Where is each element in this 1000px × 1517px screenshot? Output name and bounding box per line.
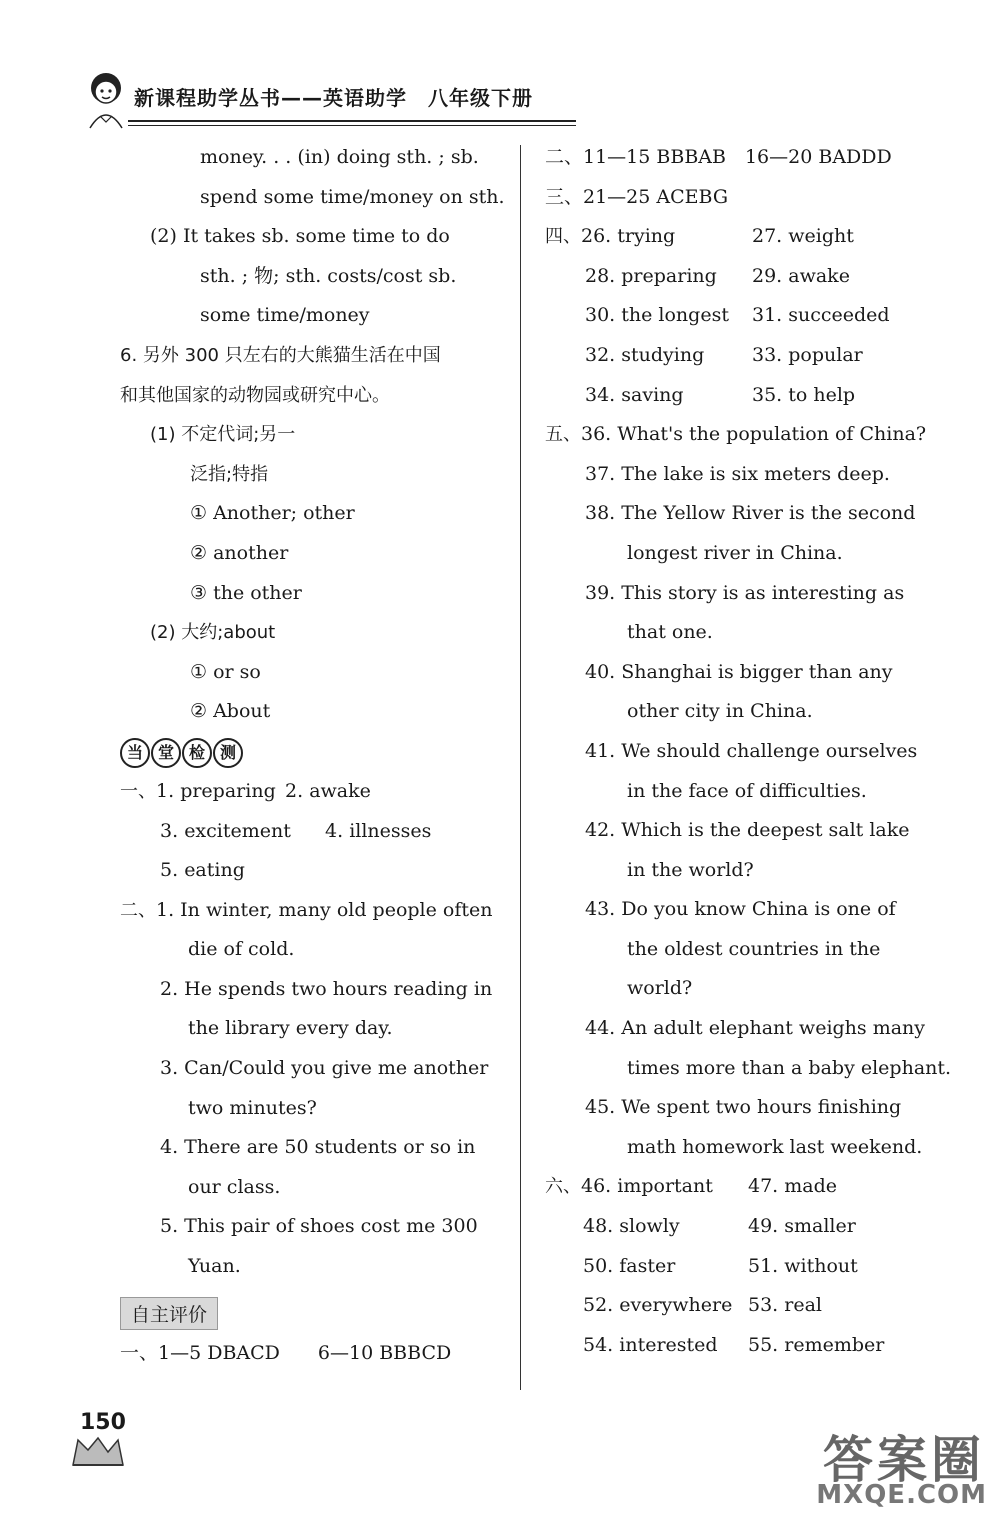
answer-line: 六、46. important 47. made [545,1175,838,1198]
answer-line: two minutes? [188,1096,317,1119]
answer-line: 28. preparing 29. awake [585,264,850,287]
answer-line: 5. This pair of shoes cost me 300 [160,1215,478,1238]
answer-line: 50. faster 51. without [583,1254,858,1277]
answer-line: (2) 大约;about [150,622,276,644]
page-number-badge [68,1410,128,1470]
answer-line: 30. the longest 31. succeeded [585,304,890,327]
section-heading-classroom-check: 当 堂 检 测 [120,738,244,768]
answer-line: 39. This story is as interesting as [585,581,905,604]
answer-line: that one. [627,621,713,644]
answer-line: 泛指;特指 [190,463,269,485]
answer-line: 45. We spent two hours finishing [585,1096,902,1119]
answer-line: 一、1. preparing 2. awake [120,779,371,802]
answer-line: die of cold. [188,938,295,961]
answer-line: (1) 不定代词;另一 [150,424,296,446]
answer-line: 54. interested 55. remember [583,1333,885,1356]
answer-line: 五、36. What's the population of China? [545,423,927,446]
answer-line: the library every day. [188,1017,393,1040]
header-rule [128,120,576,122]
answer-line: math homework last weekend. [627,1135,923,1158]
answer-line: 二、11—15 BBBAB 16—20 BADDD [545,146,892,168]
answer-line: 和其他国家的动物园或研究中心。 [120,384,390,406]
site-watermark [725,1420,995,1510]
answer-line: 一、1—5 DBACD 6—10 BBBCD [120,1341,452,1364]
answer-line: 44. An adult elephant weighs many [585,1017,926,1040]
answer-line: our class. [188,1175,281,1198]
answer-line: ① or so [190,660,261,683]
watermark-logo-text: 答案圈 [823,1431,985,1489]
answer-line: money. . . (in) doing sth. ; sb. [200,146,479,168]
answer-line: 三、21—25 ACEBG [545,185,729,208]
answer-line: 52. everywhere 53. real [583,1294,822,1317]
answer-line: other city in China. [627,700,813,723]
answer-line: 二、1. In winter, many old people often [120,898,493,921]
answer-line: times more than a baby elephant. [627,1056,952,1079]
answer-line: ① Another; other [190,502,355,525]
page-number: 150 [80,1410,126,1435]
answer-line: 2. He spends two hours reading in [160,977,493,1000]
section-heading-self-assessment: 自主评价 [120,1297,505,1330]
girl-mascot-icon [80,68,132,130]
answer-line: 38. The Yellow River is the second [585,502,916,525]
answer-line: spend some time/money on sth. [200,185,505,208]
left-column [120,138,505,1373]
answer-line: some time/money [200,304,370,327]
header-rule-thin [128,125,576,126]
answer-line: ③ the other [190,581,302,604]
answer-line: in the face of difficulties. [627,779,867,802]
answer-line: 32. studying 33. popular [585,343,863,366]
watermark-url: MXQE.COM [816,1480,987,1510]
answer-line: longest river in China. [627,541,843,564]
answer-line: sth. ; 物; sth. costs/cost sb. [200,264,457,287]
answer-line: 4. There are 50 students or so in [160,1136,476,1159]
answer-line: ② another [190,541,289,564]
answer-line: 6. 另外 300 只左右的大熊猫生活在中国 [120,344,441,366]
column-divider [520,145,521,1390]
book-title: 新课程助学丛书——英语助学 八年级下册 [134,86,533,110]
answer-line: Yuan. [188,1255,241,1278]
answer-line: 41. We should challenge ourselves [585,739,918,762]
answer-line: 43. Do you know China is one of [585,898,896,921]
answer-line: world? [627,977,693,1000]
answer-line: 四、26. trying 27. weight [545,225,854,248]
right-column [545,138,952,1365]
answer-line: 3. Can/Could you give me another [160,1057,489,1080]
answer-line: 42. Which is the deepest salt lake [585,819,910,842]
answer-line: ② About [190,700,271,723]
answer-line: 5. eating [160,859,245,882]
answer-line: 3. excitement 4. illnesses [160,819,432,842]
answer-line: 48. slowly 49. smaller [583,1215,856,1238]
page-header [70,60,580,140]
answer-line: (2) It takes sb. some time to do [150,225,450,248]
answer-line: 34. saving 35. to help [585,383,856,406]
answer-line: the oldest countries in the [627,937,881,960]
answer-line: in the world? [627,858,754,881]
answer-line: 37. The lake is six meters deep. [585,462,890,485]
answer-line: 40. Shanghai is bigger than any [585,660,893,683]
